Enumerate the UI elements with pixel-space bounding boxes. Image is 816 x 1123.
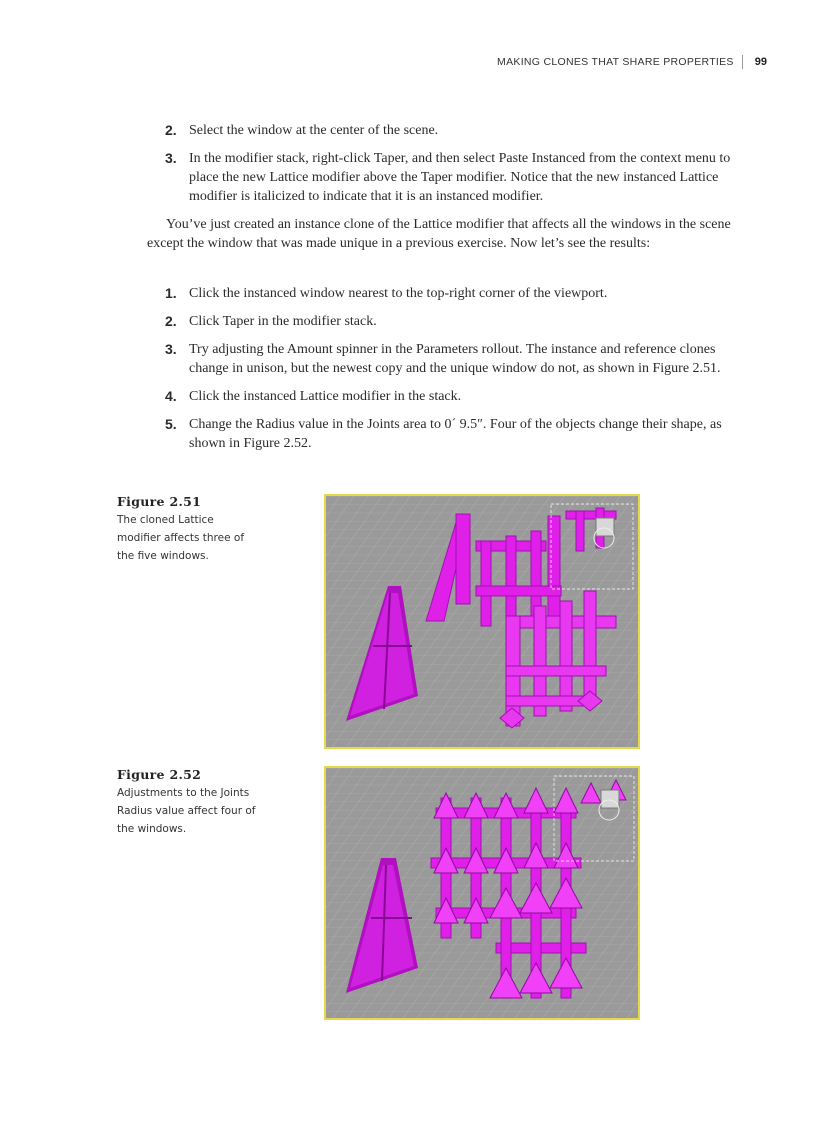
figure-caption-text: The cloned Lattice modifier affects three of the five windows.: [117, 514, 245, 562]
list-item: [165, 121, 743, 140]
step-list-first: [165, 121, 743, 215]
list-item: [165, 415, 743, 453]
step-text: Try adjusting the Amount spinner in the Parameters rollout. The instance and reference clones change in unison, but the newest copy and the unique window do not, as shown in Figure 2.51.: [189, 342, 721, 376]
step-number: 2.: [165, 313, 177, 329]
figure-caption-text: Adjustments to the Joints Radius value affect four of the windows.: [117, 787, 256, 835]
step-number: 1.: [165, 285, 177, 301]
step-number: 3.: [165, 341, 177, 357]
list-item: [165, 149, 743, 206]
figure-caption: [117, 494, 257, 565]
figure-label: Figure 2.51: [117, 494, 202, 509]
list-item: [165, 340, 743, 378]
figure-image: [324, 494, 640, 749]
running-title: MAKING CLONES THAT SHARE PROPERTIES: [497, 55, 743, 69]
body-paragraph: You’ve just created an instance clone of the Lattice modifier that affects all the windows in the scene except the window that was made unique in a previous exercise. Now let’s see the results:: [147, 217, 731, 251]
list-item: [165, 284, 743, 303]
figure-label: Figure 2.52: [117, 767, 202, 782]
step-number: 5.: [165, 416, 177, 432]
step-text: Click Taper in the modifier stack.: [189, 314, 377, 329]
running-header: [497, 55, 767, 69]
step-number: 3.: [165, 150, 177, 166]
step-text: Select the window at the center of the scene.: [189, 123, 439, 138]
step-list-second: [165, 284, 743, 462]
figure-image: [324, 766, 640, 1020]
step-text: In the modifier stack, right-click Taper, and then select Paste Instanced from the context menu to place the new Lattice modifier above the Taper modifier. Notice that the new instanced Lattice modifier is italicized to indicate that it is an instanced modifier.: [189, 151, 731, 204]
list-item: [165, 312, 743, 331]
step-text: Click the instanced window nearest to the top-right corner of the viewport.: [189, 286, 608, 301]
step-number: 4.: [165, 388, 177, 404]
page-number: 99: [754, 56, 767, 68]
step-text: Change the Radius value in the Joints area to 0´ 9.5″. Four of the objects change their shape, as shown in Figure 2.52.: [189, 417, 722, 451]
list-item: [165, 387, 743, 406]
figure-caption: [117, 767, 257, 838]
step-text: Click the instanced Lattice modifier in the stack.: [189, 389, 462, 404]
viewport-render: [326, 496, 638, 747]
viewport-render: [326, 768, 638, 1018]
step-number: 2.: [165, 122, 177, 138]
